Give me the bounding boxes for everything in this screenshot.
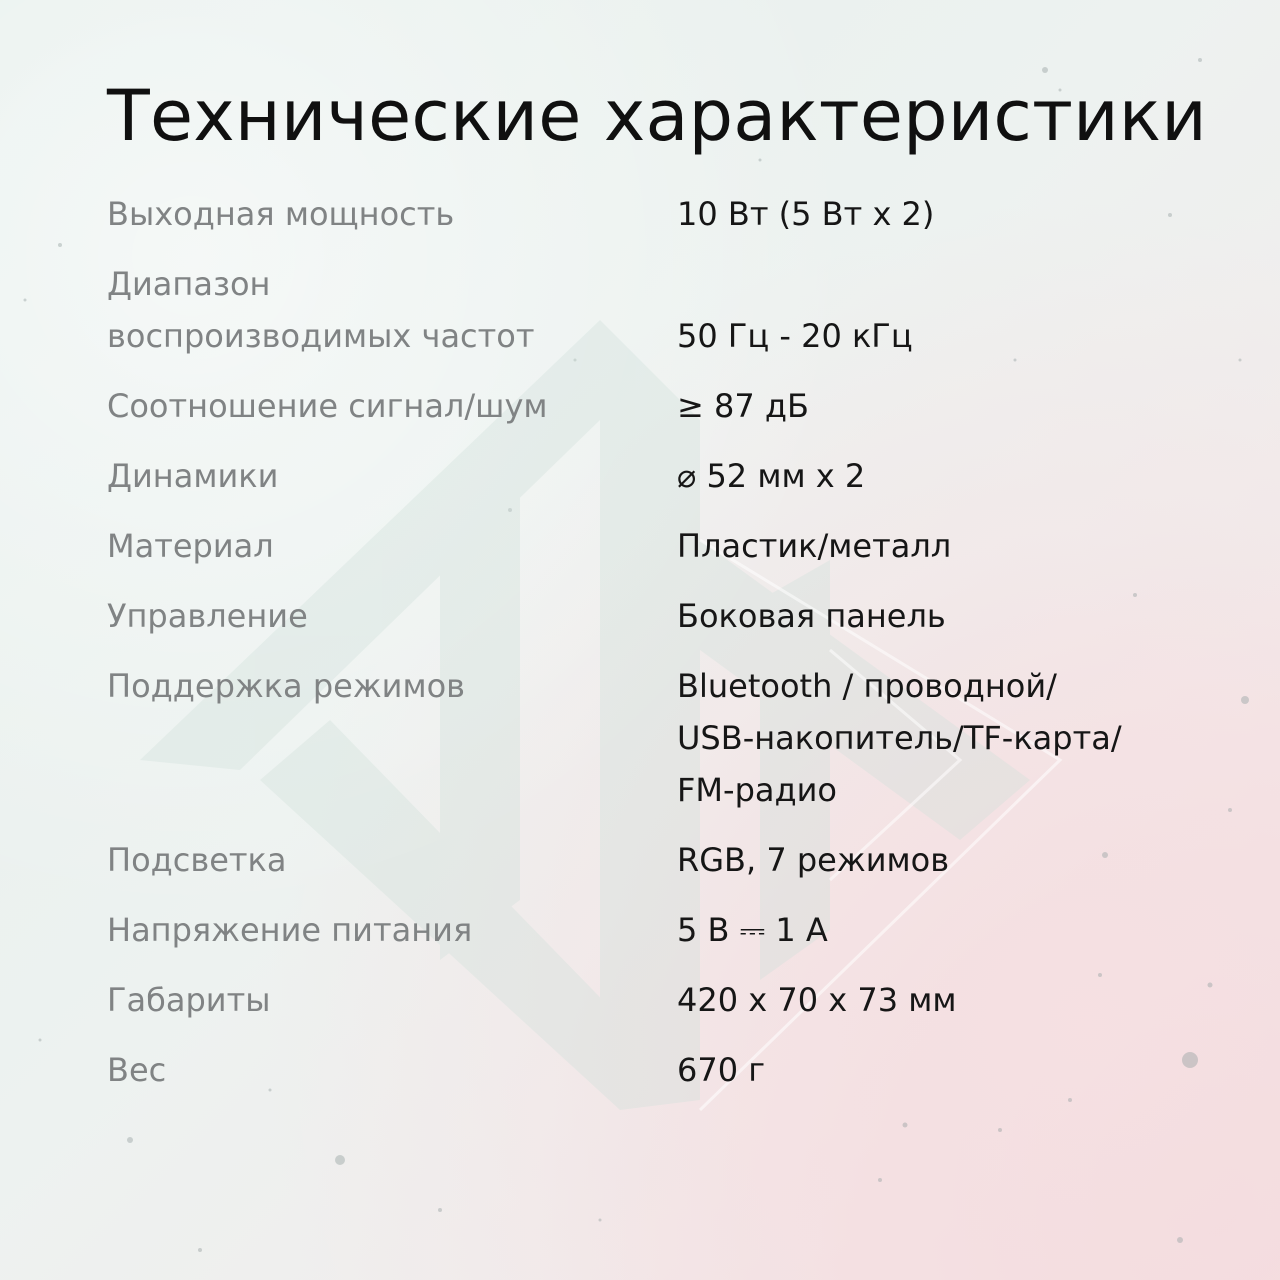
- spec-label: [107, 834, 286, 886]
- spec-label: [107, 904, 472, 956]
- spec-label: [107, 258, 535, 362]
- spec-label-line: Управление: [107, 597, 308, 635]
- spec-value-line: USB-накопитель/TF-карта/: [677, 719, 1122, 757]
- spec-value: [677, 1044, 765, 1096]
- spec-value: [677, 450, 865, 502]
- spec-label-line: Габариты: [107, 981, 271, 1019]
- spec-value: [677, 904, 828, 956]
- spec-label: [107, 590, 308, 642]
- spec-value-line: 420 х 70 х 73 мм: [677, 981, 957, 1019]
- spec-value-line: ≥ 87 дБ: [677, 387, 809, 425]
- spec-label-line: Выходная мощность: [107, 195, 455, 233]
- spec-label: [107, 520, 274, 572]
- spec-value-line: RGB, 7 режимов: [677, 841, 950, 879]
- spec-value: [677, 520, 951, 572]
- spec-label-line: Подсветка: [107, 841, 287, 879]
- spec-value-line: 670 г: [677, 1051, 766, 1089]
- spec-value-line: [677, 258, 913, 310]
- spec-label-line: Напряжение питания: [107, 911, 473, 949]
- spec-label-line: Диапазон: [107, 265, 271, 303]
- spec-value-line: FM-радио: [677, 771, 837, 809]
- spec-label-line: Материал: [107, 527, 274, 565]
- spec-value-line: Пластик/металл: [677, 527, 952, 565]
- spec-value: [677, 258, 913, 362]
- spec-label-line: Динамики: [107, 457, 279, 495]
- spec-value-line: Bluetooth / проводной/: [677, 667, 1057, 705]
- spec-label-line: Соотношение сигнал/шум: [107, 387, 548, 425]
- spec-label: [107, 188, 454, 240]
- spec-label: [107, 1044, 166, 1096]
- spec-value: [677, 834, 949, 886]
- spec-label-line: воспроизводимых частот: [107, 317, 535, 355]
- spec-value: [677, 188, 934, 240]
- spec-value-line: 50 Гц - 20 кГц: [677, 317, 913, 355]
- spec-value-line: ⌀ 52 мм х 2: [677, 457, 866, 495]
- spec-label: [107, 450, 278, 502]
- spec-label: [107, 380, 548, 432]
- spec-value: [677, 590, 946, 642]
- spec-value-line: 5 В ⎓ 1 А: [677, 911, 828, 949]
- spec-value: [677, 974, 957, 1026]
- spec-value: [677, 660, 1122, 816]
- spec-label: [107, 660, 465, 712]
- spec-value: [677, 380, 809, 432]
- spec-value-line: Боковая панель: [677, 597, 946, 635]
- spec-value-line: 10 Вт (5 Вт х 2): [677, 195, 935, 233]
- spec-label: [107, 974, 270, 1026]
- page-title: Технические характеристики: [107, 75, 1207, 157]
- spec-label-line: Поддержка режимов: [107, 667, 466, 705]
- spec-label-line: Вес: [107, 1051, 167, 1089]
